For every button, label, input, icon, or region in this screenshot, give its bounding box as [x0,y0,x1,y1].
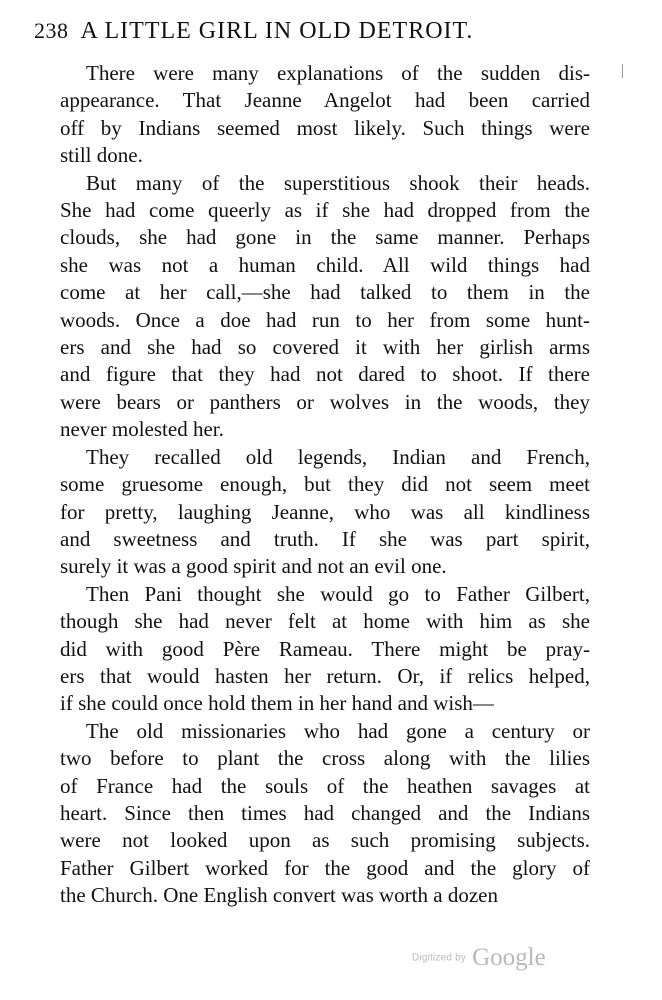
digitized-watermark [412,944,546,972]
paragraph [60,170,590,444]
text-line: two before to plant the cross along with the lilies [60,746,590,771]
text-line: clouds, she had gone in the same manner. Perhaps [60,225,590,250]
text-line: she was not a human child. All wild things had [60,252,590,277]
text-line: never molested her. [60,417,224,442]
text-line: Then Pani thought she would go to Father Gilbert, [86,581,590,606]
watermark-brand: Google [472,944,546,971]
page-number: 238 [34,18,69,43]
body-text [60,60,590,910]
paragraph [60,444,590,581]
paragraph [60,581,590,718]
text-line: still done. [60,143,143,168]
text-line: surely it was a good spirit and not an evil one. [60,554,447,579]
text-line: some gruesome enough, but they did not seem meet [60,472,590,497]
text-line: though she had never felt at home with him as she [60,609,590,634]
text-line: did with good Père Rameau. There might be pray- [60,636,590,661]
text-line: if she could once hold them in her hand and wish— [60,691,494,716]
text-line: But many of the superstitious shook their heads. [86,170,590,195]
text-line: There were many explanations of the sudden dis- [86,61,590,85]
text-line: of France had the souls of the heathen savages at [60,773,590,798]
text-line: heart. Since then times had changed and the Indians [60,800,590,825]
text-line: for pretty, laughing Jeanne, who was all kindliness [60,499,590,524]
text-line: the Church. One English convert was worth a dozen [60,883,498,908]
running-head [34,18,594,58]
text-line: and sweetness and truth. If she was part spirit, [60,526,590,551]
text-line: appearance. That Jeanne Angelot had been carried [60,88,590,113]
text-line: Father Gilbert worked for the good and the glory of [60,855,590,880]
paragraph [60,718,590,910]
paragraph [60,60,590,170]
text-line: were not looked upon as such promising subjects. [60,828,590,853]
text-line: She had come queerly as if she had dropped from the [60,198,590,223]
watermark-prefix: Digitized by [412,952,467,964]
text-line: off by Indians seemed most likely. Such things were [60,115,590,140]
text-line: and figure that they had not dared to shoot. If there [60,362,590,387]
text-line: come at her call,—she had talked to them in the [60,280,590,305]
text-line: ers and she had so covered it with her girlish arms [60,335,590,360]
text-line: They recalled old legends, Indian and French, [86,444,590,469]
margin-mark [622,64,623,78]
text-line: The old missionaries who had gone a century or [86,718,590,743]
running-title: A LITTLE GIRL IN OLD DETROIT. [80,18,474,44]
text-line: ers that would hasten her return. Or, if relics helped, [60,663,590,688]
text-line: were bears or panthers or wolves in the woods, they [60,389,590,414]
text-line: woods. Once a doe had run to her from some hunt- [60,307,590,332]
